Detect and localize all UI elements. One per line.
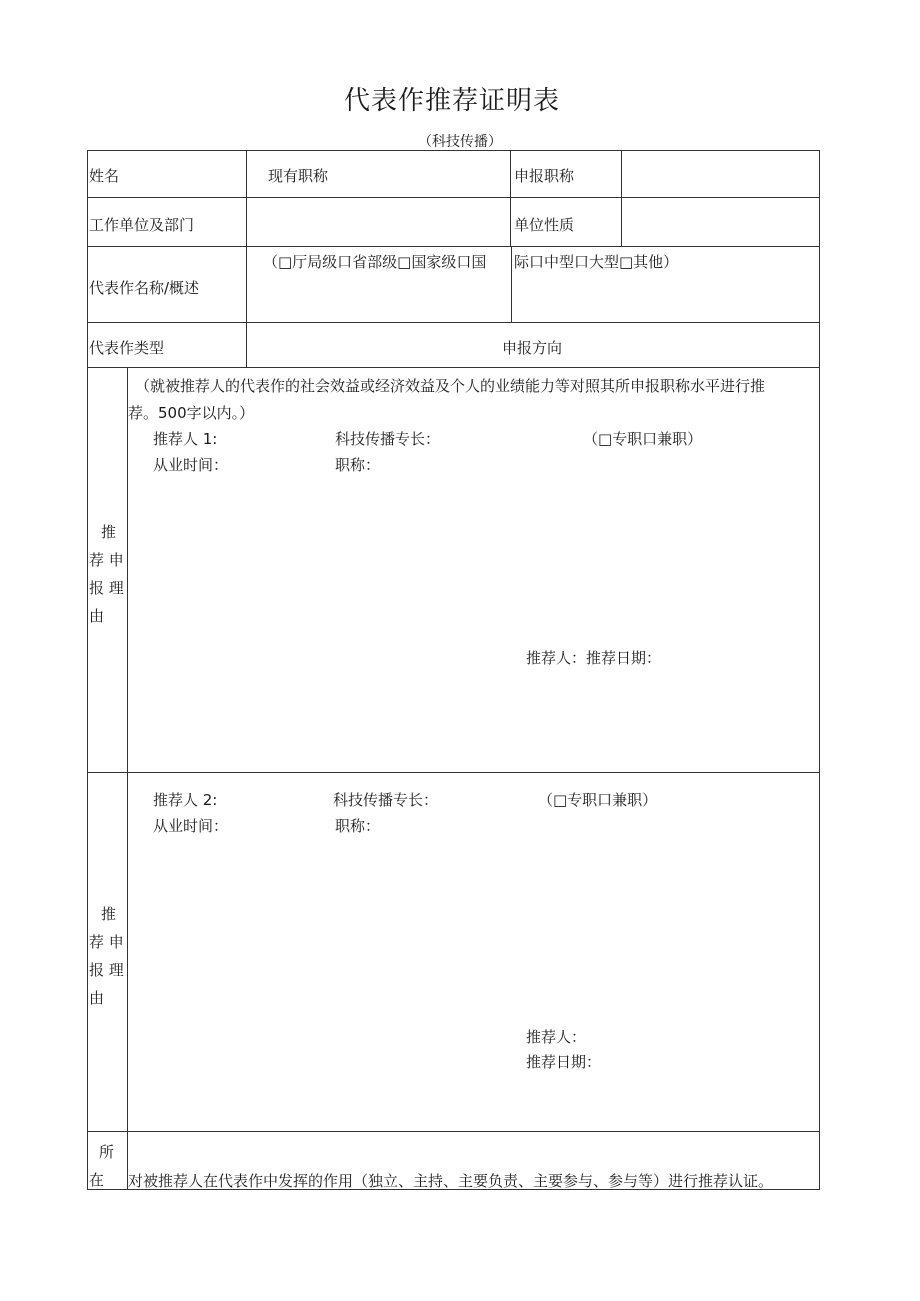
specialty-1-label: 科技传播专长：	[335, 430, 441, 448]
reason-instruction-line1: （就被推荐人的代表作的社会效益或经济效益及个人的业绩能力等对照其所申报职称水平进行推	[135, 377, 766, 395]
page-subtitle: （科技传播）	[418, 134, 502, 150]
reason-side-label: 推 荐 申 报 理 由	[89, 523, 124, 625]
employment-2-options: （□专职口兼职）	[538, 791, 658, 809]
apply-direction-label: 申报方向	[502, 339, 563, 357]
level-options-part2: 际口中型口大型□其他）	[514, 253, 679, 271]
position-2-label: 职称：	[335, 817, 381, 835]
current-title-label: 现有职称	[268, 167, 329, 185]
reason-2-side-label: 推 荐 申 报 理 由	[89, 905, 124, 1007]
recommender-2-label: 推荐人 2:	[153, 791, 218, 809]
bottom-instruction: 对被推荐人在代表作中发挥的作用（独立、主持、主要负责、主要参与、参与等）进行推荐认证。	[128, 1172, 774, 1190]
sign-2-label: 推荐人：	[526, 1028, 587, 1046]
unit-nature-label: 单位性质	[514, 216, 575, 234]
sign-1-label: 推荐人：推荐日期：	[526, 649, 662, 667]
date-2-label: 推荐日期：	[526, 1053, 602, 1071]
name-label: 姓名	[89, 167, 120, 185]
level-options-part1: （□厅局级口省部级□国家级口国	[263, 253, 487, 271]
position-1-label: 职称：	[335, 456, 381, 474]
page-title: 代表作推荐证明表	[343, 86, 560, 116]
work-type-label: 代表作类型	[89, 339, 165, 357]
reason-instruction-line2: 荐。500字以内。）	[128, 404, 255, 422]
workplace-label: 工作单位及部门	[89, 216, 195, 234]
recommender-1-label: 推荐人 1:	[153, 430, 218, 448]
years-2-label: 从业时间：	[153, 817, 229, 835]
apply-title-label: 申报职称	[514, 167, 575, 185]
specialty-2-label: 科技传播专长：	[333, 791, 439, 809]
work-label: 代表作名称/概述	[89, 279, 200, 297]
employment-1-options: （□专职口兼职）	[583, 430, 703, 448]
bottom-side-label: 所 在	[89, 1143, 115, 1189]
years-1-label: 从业时间：	[153, 456, 229, 474]
